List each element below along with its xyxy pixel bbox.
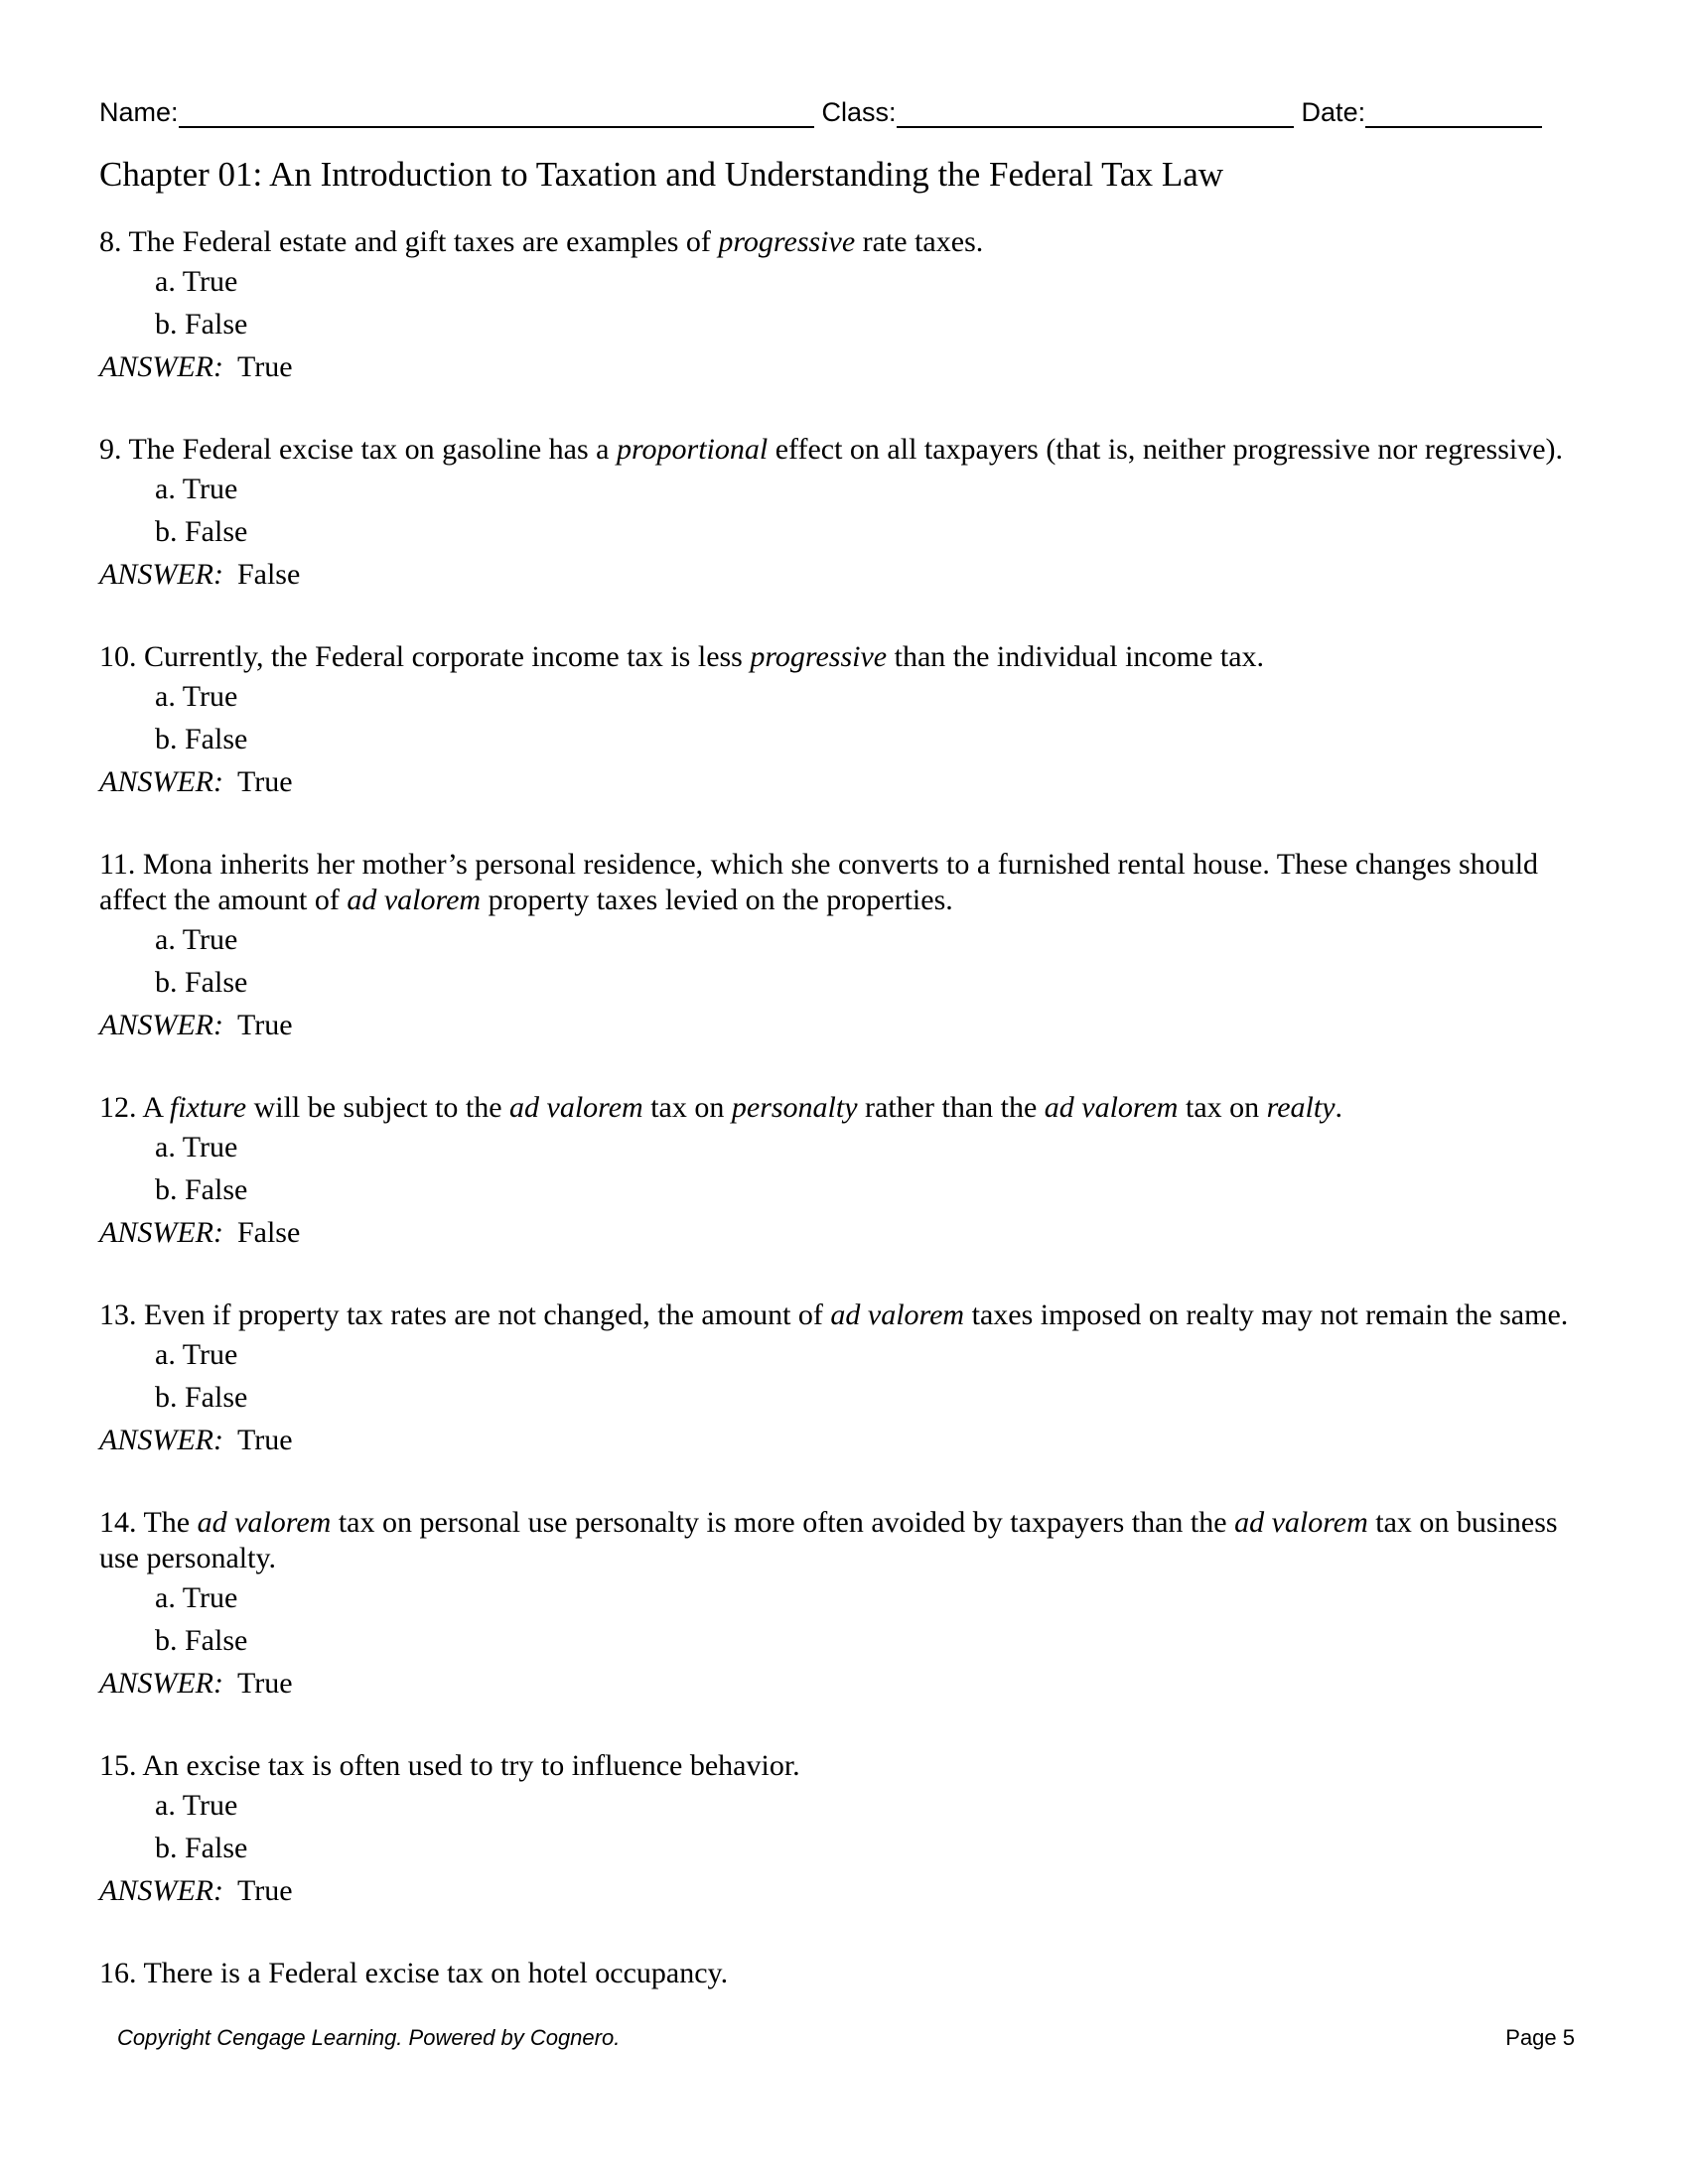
question-item <box>99 1956 1589 1991</box>
question-text-segment: tax on business use personalty. <box>99 1506 1558 1574</box>
italic-term: ad valorem <box>197 1506 332 1539</box>
answer-option[interactable]: b. False <box>155 515 248 548</box>
question-item <box>99 1505 1589 1705</box>
question-item <box>99 224 1589 388</box>
question-text-segment: rate taxes. <box>855 225 984 258</box>
italic-term: ad valorem <box>1234 1506 1368 1539</box>
answer-option[interactable]: a. True <box>155 1131 238 1163</box>
italic-term: ad valorem <box>1044 1091 1179 1124</box>
italic-term: progressive <box>750 640 888 673</box>
answer-value: True <box>236 1424 293 1456</box>
question-text-segment: will be subject to the <box>246 1091 510 1124</box>
answer-option[interactable]: b. False <box>155 1624 248 1657</box>
question-text <box>99 639 1589 675</box>
italic-term: realty <box>1266 1091 1336 1124</box>
answer-value: False <box>236 558 301 591</box>
class-label: Class: <box>821 97 897 127</box>
question-text <box>99 1090 1589 1126</box>
answer-value: True <box>236 1009 293 1041</box>
question-item <box>99 639 1589 803</box>
question-text-segment: 9. The Federal excise tax on gasoline has a <box>99 433 617 466</box>
question-text-segment: 8. The Federal estate and gift taxes are examples of <box>99 225 719 258</box>
italic-term: ad valorem <box>830 1298 965 1331</box>
answer-key <box>99 1869 1589 1912</box>
question-text <box>99 432 1589 468</box>
date-label: Date: <box>1301 97 1366 127</box>
question-item <box>99 1297 1589 1461</box>
question-text <box>99 1505 1589 1576</box>
question-item <box>99 1748 1589 1912</box>
answer-value: True <box>236 1667 293 1700</box>
page-footer <box>117 2025 1575 2051</box>
chapter-title: Chapter 01: An Introduction to Taxation and Understanding the Federal Tax Law <box>99 155 1224 194</box>
question-text-segment: effect on all taxpayers (that is, neither progressive nor regressive). <box>768 433 1564 466</box>
answer-label: ANSWER: <box>99 350 223 383</box>
class-blank[interactable] <box>897 96 1294 128</box>
italic-term: ad valorem <box>509 1091 643 1124</box>
answer-key <box>99 760 1589 803</box>
italic-term: fixture <box>169 1091 247 1124</box>
answer-option[interactable]: a. True <box>155 1581 238 1614</box>
answer-value: False <box>236 1216 301 1249</box>
answer-option[interactable]: a. True <box>155 923 238 956</box>
answer-key <box>99 1211 1589 1254</box>
answer-label: ANSWER: <box>99 765 223 798</box>
answer-option[interactable]: a. True <box>155 1789 238 1822</box>
question-list <box>99 224 1589 2035</box>
question-text <box>99 1956 1589 1991</box>
answer-key <box>99 1662 1589 1705</box>
answer-option[interactable]: b. False <box>155 1381 248 1414</box>
question-text-segment: taxes imposed on realty may not remain the same. <box>964 1298 1569 1331</box>
question-text-segment: 12. A <box>99 1091 170 1124</box>
question-text-segment: 11. Mona inherits her mother’s personal residence, which she converts to a furnished rental house. These changes should affect the amount of <box>99 848 1539 916</box>
question-text-segment: 14. The <box>99 1506 198 1539</box>
question-text-segment: rather than the <box>857 1091 1045 1124</box>
answer-label: ANSWER: <box>99 1667 223 1700</box>
question-text <box>99 1297 1589 1333</box>
name-label: Name: <box>99 97 179 127</box>
question-text <box>99 1748 1589 1784</box>
answer-key <box>99 553 1589 596</box>
answer-option[interactable]: b. False <box>155 1173 248 1206</box>
answer-option[interactable]: a. True <box>155 473 238 505</box>
answer-option[interactable]: b. False <box>155 723 248 755</box>
answer-key <box>99 1004 1589 1046</box>
answer-label: ANSWER: <box>99 1874 223 1907</box>
answer-label: ANSWER: <box>99 1009 223 1041</box>
question-text-segment: 10. Currently, the Federal corporate income tax is less <box>99 640 751 673</box>
answer-option[interactable]: a. True <box>155 680 238 713</box>
answer-key <box>99 1419 1589 1461</box>
copyright-text: Copyright Cengage Learning. Powered by Cognero. <box>117 2025 621 2050</box>
question-text-segment: property taxes levied on the properties. <box>481 884 953 916</box>
question-text-segment: 15. An excise tax is often used to try to influence behavior. <box>99 1749 800 1782</box>
answer-value: True <box>236 765 293 798</box>
question-text-segment: than the individual income tax. <box>887 640 1265 673</box>
answer-value: True <box>236 1874 293 1907</box>
answer-option[interactable]: b. False <box>155 308 248 341</box>
answer-option[interactable]: b. False <box>155 966 248 999</box>
italic-term: personalty <box>731 1091 858 1124</box>
answer-label: ANSWER: <box>99 1424 223 1456</box>
answer-value: True <box>236 350 293 383</box>
question-text-segment: 16. There is a Federal excise tax on hotel occupancy. <box>99 1957 729 1989</box>
answer-label: ANSWER: <box>99 1216 223 1249</box>
question-text-segment: . <box>1335 1091 1343 1124</box>
italic-term: ad valorem <box>347 884 482 916</box>
answer-option[interactable]: b. False <box>155 1832 248 1864</box>
question-text-segment: tax on personal use personalty is more often avoided by taxpayers than the <box>331 1506 1235 1539</box>
italic-term: proportional <box>616 433 769 466</box>
answer-label: ANSWER: <box>99 558 223 591</box>
question-item <box>99 1090 1589 1254</box>
worksheet-header <box>99 96 1581 128</box>
question-text <box>99 224 1589 260</box>
question-text-segment: tax on <box>642 1091 732 1124</box>
question-text <box>99 847 1589 918</box>
date-blank[interactable] <box>1365 96 1542 128</box>
page-number: Page 5 <box>1505 2025 1575 2050</box>
italic-term: progressive <box>718 225 856 258</box>
question-item <box>99 432 1589 596</box>
answer-option[interactable]: a. True <box>155 1338 238 1371</box>
question-text-segment: tax on <box>1178 1091 1267 1124</box>
answer-option[interactable]: a. True <box>155 265 238 298</box>
question-text-segment: 13. Even if property tax rates are not changed, the amount of <box>99 1298 831 1331</box>
name-blank[interactable] <box>179 96 814 128</box>
answer-key <box>99 345 1589 388</box>
question-item <box>99 847 1589 1046</box>
